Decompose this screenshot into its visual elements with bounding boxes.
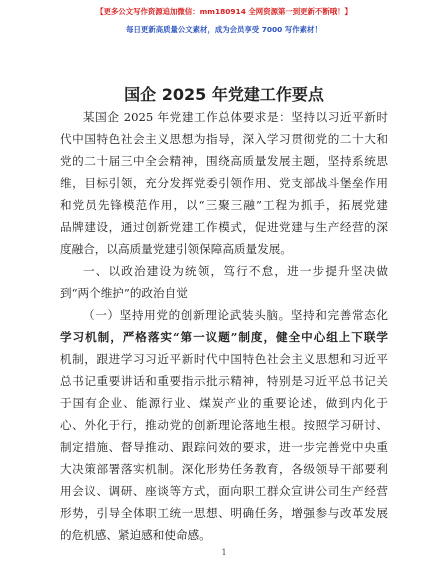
subsection-line: 形势，引导全体职工统一思想、明确任务，增强参与改革发展: [60, 506, 388, 520]
intro-line: 党的二十届三中全会精神，围绕高质量发展主题，坚持系统思: [60, 154, 388, 168]
intro-line: 度融合，以高质量党建引领保障高质量发展。: [60, 242, 292, 256]
subsection-line-bold-mix: [60, 326, 388, 348]
subsection-line: 心、外化于行，推动党的创新理论落地生根。按照学习研讨、: [60, 418, 388, 432]
bold-phrase: ，健全中心组上下联学: [263, 330, 388, 344]
section-heading-line: 到“两个维护”的政治自觉: [60, 286, 188, 300]
subsection-line: 大决策部署落实机制。深化形势任务教育，各级领导干部要利: [60, 462, 388, 476]
promo-banner-line-1: 【更多公文写作资源追加微信：mm180914 全网资源第一到更新不断哦！】: [96, 7, 352, 16]
intro-paragraph: [60, 106, 388, 260]
subsection-line: 制定措施、督导推动、跟踪问效的要求，进一步完善党中央重: [60, 440, 388, 454]
intro-line: 品牌建设，通过创新党建工作模式，促进党建与生产经营的深: [60, 220, 388, 234]
promo-banner-line-2: 每日更新高质量公文素材，成为会员享受 7000 写作素材！: [126, 25, 322, 34]
intro-line: 某国企 2025 年党建工作总体要求是：坚持以习近平新时: [83, 110, 388, 124]
page-number: 1: [221, 548, 227, 557]
section-heading-line: 一、以政治建设为统领，笃行不怠，进一步提升坚决做: [83, 264, 388, 278]
intro-line: 代中国特色社会主义思想为指导，深入学习贯彻党的二十大和: [60, 132, 388, 146]
subsection-line: 机制，跟进学习习近平新时代中国特色社会主义思想和习近平: [60, 352, 388, 366]
subsection-line: 用会议、调研、座谈等方式，面向职工群众宣讲公司生产经营: [60, 484, 388, 498]
intro-line: 和党员先锋模范作用，以“三聚三融”工程为抓手，拓展党建: [60, 198, 388, 212]
subsection-line: 的危机感、紧迫感和使命感。: [60, 528, 211, 542]
bold-phrase: ，严格落实“第一议题”制度: [110, 330, 264, 344]
subsection-line: 于国有企业、能源行业、煤炭产业的重要论述，做到内化于: [60, 396, 388, 410]
section-1-heading: [60, 260, 388, 304]
subsection-line: 总书记重要讲话和重要指示批示精神，特别是习近平总书记关: [60, 374, 388, 388]
subsection-1-paragraph: [60, 304, 388, 546]
document-title: 国企 2025 年党建工作要点: [124, 85, 324, 104]
bold-phrase: 学习机制: [60, 330, 111, 344]
intro-line: 维，目标引领，充分发挥党委引领作用、党支部战斗堡垒作用: [60, 176, 388, 190]
subsection-line: （一）坚持用党的创新理论武装头脑。坚持和完善常态化: [83, 308, 388, 322]
